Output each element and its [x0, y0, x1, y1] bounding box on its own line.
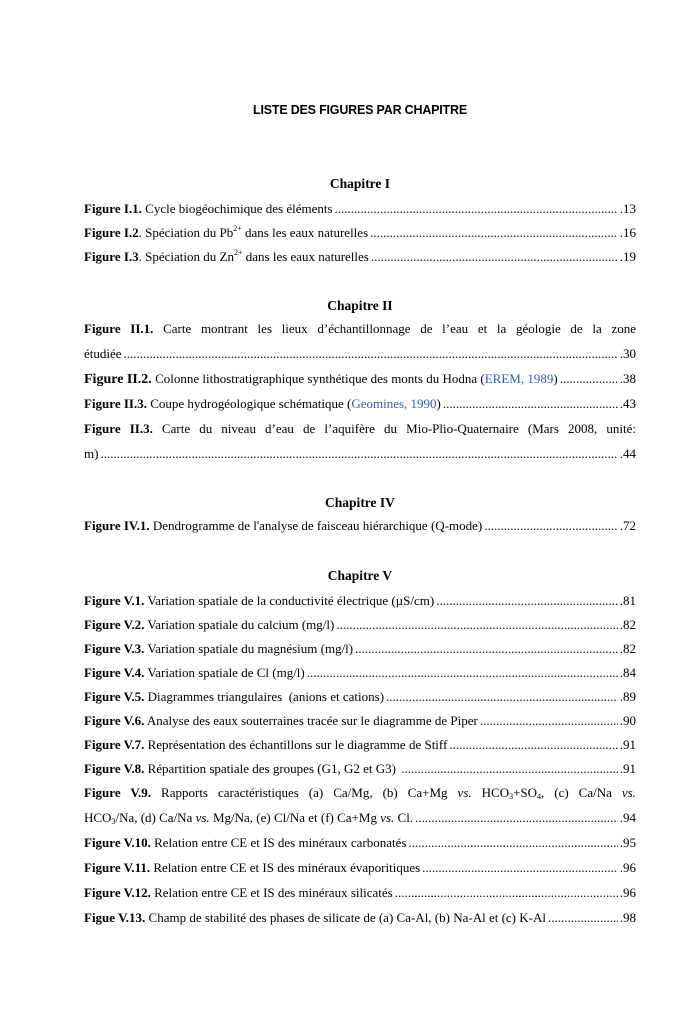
figure-caption: Variation spatiale de Cl (mg/l): [144, 665, 305, 680]
dot-leader: [386, 685, 618, 709]
figure-entry-V9: [84, 781, 636, 805]
figure-caption: Coupe hydrogéologique schématique (: [146, 396, 352, 411]
page-number: .44: [619, 446, 636, 461]
page-number: .89: [619, 689, 636, 704]
formula-part: , (c) Ca/Na: [541, 785, 622, 800]
figure-label: Figure V.10.: [84, 835, 151, 850]
figure-caption: Dendrogramme de l'analyse de faisceau hiérarchique (Q-mode): [149, 518, 483, 533]
vs-italic: vs.: [195, 810, 210, 825]
page-number: .90: [619, 713, 636, 728]
figure-entry-II1: [84, 317, 636, 341]
dot-leader: [335, 197, 618, 221]
figure-caption: Carte montrant les lieux d’échantillonnage de l’eau et la géologie de la zone: [153, 321, 636, 336]
page-number: .82: [619, 641, 636, 656]
page-title: LISTE DES FIGURES PAR CHAPITRE: [253, 103, 467, 117]
figure-caption: Variation spatiale du calcium (mg/l): [144, 617, 335, 632]
page-number: .96: [619, 860, 636, 875]
figure-entry-I3: [84, 245, 636, 269]
dot-leader: [124, 342, 618, 366]
vs-italic: vs.: [380, 810, 395, 825]
figure-entry-II3b: [84, 417, 636, 441]
dot-leader: [415, 806, 618, 830]
formula-part: Cl.: [394, 810, 414, 825]
page-number: .91: [619, 761, 636, 776]
figure-caption: . Spéciation du Pb: [138, 225, 234, 240]
figure-caption: Variation spatiale de la conductivité électrique (µS/cm): [144, 593, 435, 608]
page-number: .43: [619, 396, 636, 411]
dot-leader: [395, 881, 618, 905]
superscript: 2+: [233, 248, 243, 257]
figure-caption: Diagrammes triangulaires (anions et cations): [144, 689, 385, 704]
figure-caption: Colonne lithostratigraphique synthétique des monts du Hodna (: [151, 371, 485, 386]
figure-entry-V6: [84, 709, 636, 733]
figure-label: Figure V.4.: [84, 665, 145, 680]
citation-link[interactable]: EREM, 1989: [484, 371, 554, 386]
figure-entry-IV1: [84, 514, 636, 538]
figure-label: Figure V.11.: [84, 860, 151, 875]
figure-caption: Relation entre CE et IS des minéraux évaporitiques: [150, 860, 421, 875]
dot-leader: [443, 392, 618, 416]
dot-leader: [422, 856, 618, 880]
chapter-heading-2: Chapitre II: [327, 298, 393, 313]
figure-entry-V10: [84, 831, 636, 855]
figure-label: Figure V.1.: [84, 593, 145, 608]
page-number: .94: [619, 810, 636, 825]
close-paren: ): [436, 396, 441, 411]
figure-entry-I2: [84, 221, 636, 245]
figure-caption: Champ de stabilité des phases de silicate de (a) Ca-Al, (b) Na-Al et (c) K-Al: [145, 910, 546, 925]
figure-label: Figure II.3.: [84, 396, 147, 411]
figure-caption: Analyse des eaux souterraines tracée sur le diagramme de Piper: [144, 713, 478, 728]
figure-entry-V11: [84, 856, 636, 880]
page-number: .19: [619, 249, 636, 264]
figure-label: Figue V.13.: [84, 910, 146, 925]
figure-entry-II1-cont: [84, 342, 636, 366]
page-number: .95: [619, 835, 636, 850]
page-number: .91: [619, 737, 636, 752]
figure-entry-V5: [84, 685, 636, 709]
figure-entry-V3: [84, 637, 636, 661]
dot-leader: [370, 221, 618, 245]
subscript: 4: [537, 792, 542, 801]
page-number: .84: [619, 665, 636, 680]
figure-entry-II3b-cont: [84, 442, 636, 466]
figure-caption: Représentation des échantillons sur le diagramme de Stiff: [144, 737, 448, 752]
figure-label: Figure V.2.: [84, 617, 145, 632]
figure-label: Figure V.6.: [84, 713, 145, 728]
dot-leader: [336, 613, 617, 637]
page-number: .72: [619, 518, 636, 533]
figure-label: Figure V.8.: [84, 761, 145, 776]
figure-label: Figure V.5.: [84, 689, 145, 704]
figure-caption: Répartition spatiale des groupes (G1, G2 et G3): [144, 761, 400, 776]
figure-entry-V1: [84, 589, 636, 613]
figure-entry-I1: [84, 197, 636, 221]
figure-entry-II2: [84, 367, 636, 391]
dot-leader: [307, 661, 618, 685]
subscript: 3: [509, 792, 514, 801]
close-paren: ): [553, 371, 558, 386]
citation-link[interactable]: Geomines, 1990: [351, 396, 437, 411]
figure-label: Figure V.7.: [84, 737, 145, 752]
figure-entry-V8: [84, 757, 636, 781]
figure-label: Figure V.3.: [84, 641, 145, 656]
figure-label: Figure I.1.: [84, 201, 142, 216]
dot-leader: [436, 589, 618, 613]
figure-label: Figure I.2: [84, 225, 139, 240]
figure-label: Figure V.12.: [84, 885, 151, 900]
dot-leader: [484, 514, 618, 538]
figure-caption-cont: m): [84, 446, 99, 461]
dot-leader: [100, 442, 617, 466]
dot-leader: [560, 367, 618, 391]
formula-part: /Na, (d) Ca/Na: [115, 810, 196, 825]
chapter-heading-5: Chapitre V: [327, 568, 393, 583]
page-number: .13: [619, 201, 636, 216]
figure-label: Figure II.3.: [84, 421, 153, 436]
page-number: .96: [619, 885, 636, 900]
dot-leader: [548, 906, 618, 930]
figure-caption: . Spéciation du Zn: [138, 249, 234, 264]
formula-part: HCO: [84, 810, 112, 825]
page-number: .98: [619, 910, 636, 925]
subscript: 3: [111, 817, 116, 826]
figure-caption: Cycle biogéochimique des éléments: [141, 201, 333, 216]
figure-caption: Variation spatiale du magnésium (mg/l): [144, 641, 354, 656]
figure-entry-V2: [84, 613, 636, 637]
page-number: .16: [619, 225, 636, 240]
page-number: .30: [619, 346, 636, 361]
dot-leader: [408, 831, 617, 855]
dot-leader: [371, 245, 618, 269]
figure-caption: Carte du niveau d’eau de l’aquifère du Mio-Plio-Quaternaire (Mars 2008, unité:: [152, 421, 637, 436]
page-number: .81: [619, 593, 636, 608]
formula-part: Mg/Na, (e) Cl/Na et (f) Ca+Mg: [209, 810, 381, 825]
superscript: 2+: [233, 224, 242, 233]
dot-leader: [401, 757, 618, 781]
dot-leader: [355, 637, 618, 661]
figure-label: Figure II.2.: [84, 372, 152, 387]
chapter-heading-1: Chapitre I: [329, 176, 391, 191]
vs-italic: vs.: [621, 785, 636, 800]
figure-caption: Relation entre CE et IS des minéraux silicatés: [150, 885, 393, 900]
figure-label: Figure II.1.: [84, 321, 154, 336]
figure-entry-V4: [84, 661, 636, 685]
figure-label: Figure IV.1.: [84, 518, 150, 533]
figure-entry-V7: [84, 733, 636, 757]
formula-part: +SO: [513, 785, 538, 800]
page-number: .82: [619, 617, 636, 632]
dot-leader: [449, 733, 617, 757]
chapter-heading-4: Chapitre IV: [325, 495, 395, 510]
figure-entry-II3a: [84, 392, 636, 416]
dot-leader: [480, 709, 618, 733]
figure-caption: Relation entre CE et IS des minéraux carbonatés: [150, 835, 407, 850]
figure-caption-cont: étudiée: [84, 346, 122, 361]
figure-caption-end: dans les eaux naturelles: [242, 249, 369, 264]
vs-italic: vs.: [457, 785, 472, 800]
page-number: .38: [619, 371, 636, 386]
figure-entry-V12: [84, 881, 636, 905]
figure-caption-end: dans les eaux naturelles: [241, 225, 369, 240]
figure-label: Figure V.9.: [84, 785, 152, 800]
figure-entry-V13: [84, 906, 636, 930]
figure-entry-V9-cont: [84, 806, 636, 830]
figure-caption: Rapports caractéristiques (a) Ca/Mg, (b) Ca+Mg: [151, 785, 458, 800]
formula-part: HCO: [471, 785, 510, 800]
figure-label: Figure I.3: [84, 249, 139, 264]
